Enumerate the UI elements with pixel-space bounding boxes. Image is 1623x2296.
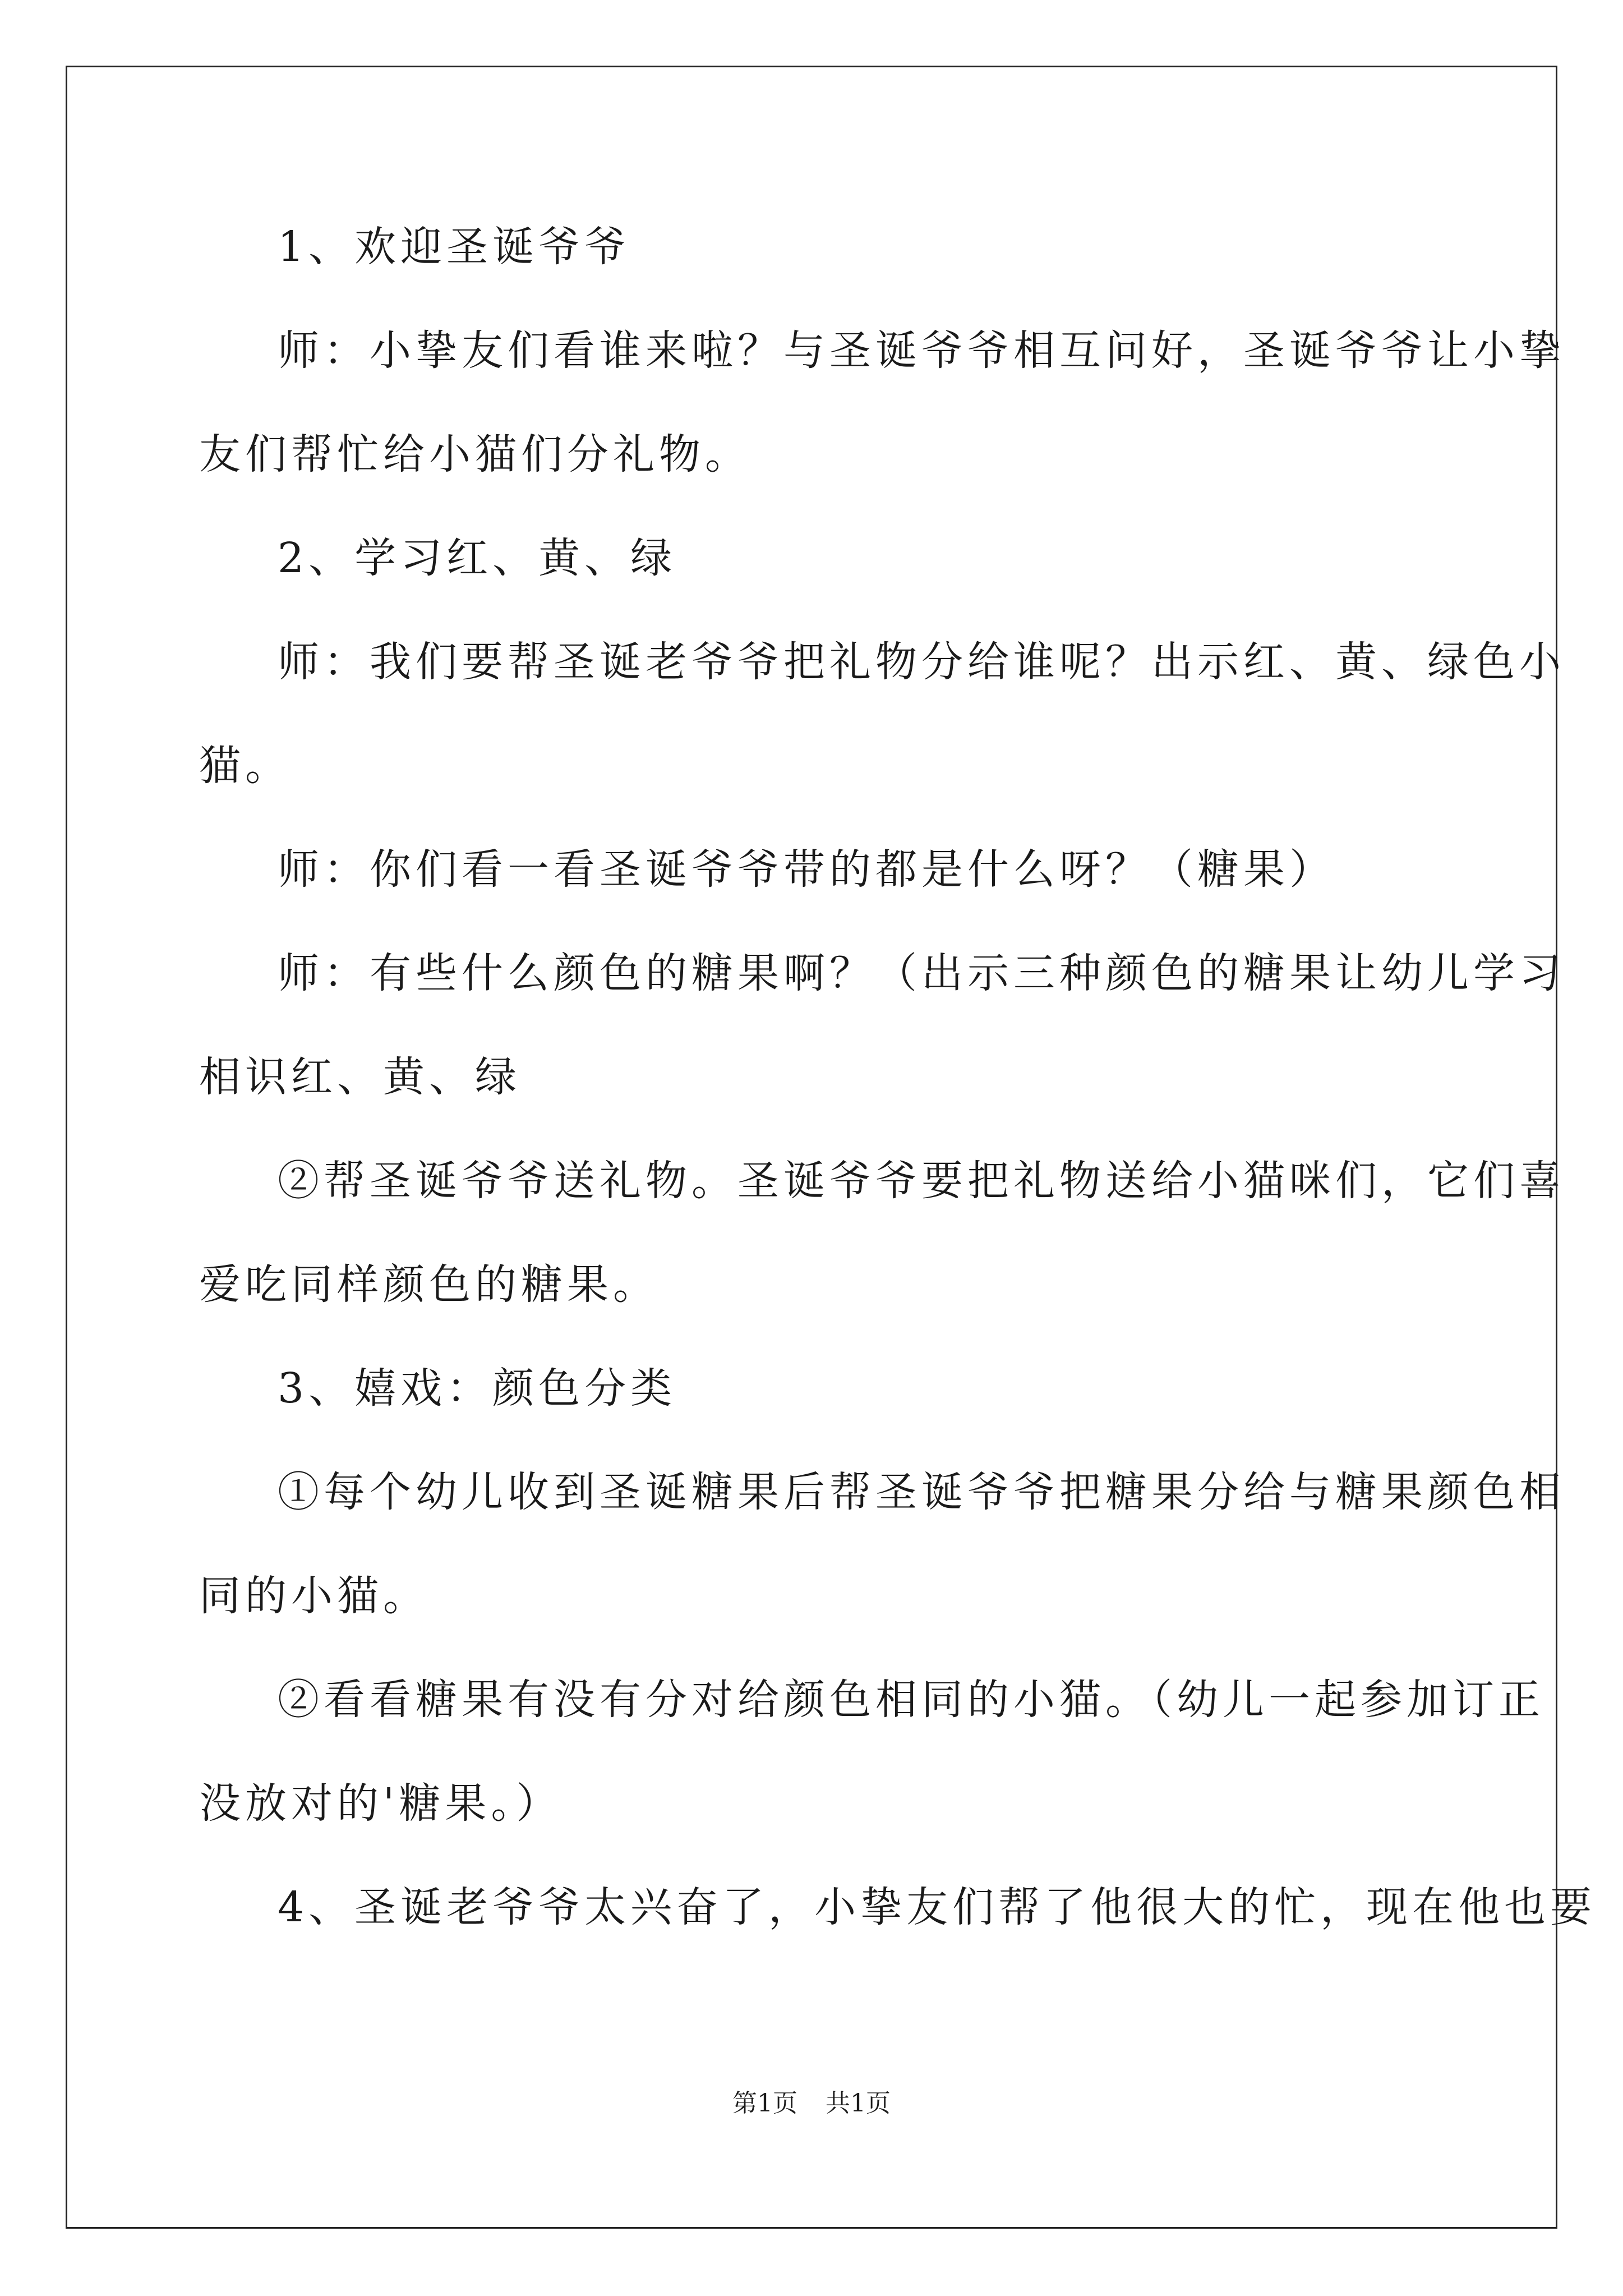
paragraph-line: ②帮圣诞爷爷送礼物。圣诞爷爷要把礼物送给小猫咪们，它们喜 — [278, 1157, 1565, 1205]
paragraph-line: 没放对的'糖果。） — [199, 1779, 562, 1828]
paragraph-line: 猫。 — [199, 742, 291, 790]
section-heading-3: 3、嬉戏：颜色分类 — [278, 1364, 677, 1412]
paragraph-line: ②看看糖果有没有分对给颜色相同的小猫。（幼儿一起参加订正 — [278, 1676, 1544, 1724]
paragraph-line: ①每个幼儿收到圣诞糖果后帮圣诞爷爷把糖果分给与糖果颜色相 — [278, 1468, 1565, 1516]
paragraph-line: 师：有些什么颜色的糖果啊？（出示三种颜色的糖果让幼儿学习 — [278, 949, 1565, 997]
page-number: 第1页 — [732, 2089, 797, 2118]
paragraph-line: 师：你们看一看圣诞爷爷带的都是什么呀？（糖果） — [278, 845, 1335, 894]
paragraph-line: 师：我们要帮圣诞老爷爷把礼物分给谁呢？出示红、黄、绿色小 — [278, 638, 1565, 686]
paragraph-line: 友们帮忙给小猫们分礼物。 — [199, 430, 751, 478]
section-heading-1: 1、欢迎圣诞爷爷 — [278, 223, 631, 271]
paragraph-line: 师：小挚友们看谁来啦？与圣诞爷爷相互问好，圣诞爷爷让小挚 — [278, 326, 1565, 375]
section-heading-2: 2、学习红、黄、绿 — [278, 534, 677, 582]
page-total: 共1页 — [826, 2089, 891, 2118]
page-footer — [0, 2087, 1623, 2120]
paragraph-line: 相识红、黄、绿 — [199, 1053, 521, 1101]
paragraph-line: 同的小猫。 — [199, 1572, 429, 1620]
paragraph-line: 4、圣诞老爷爷太兴奋了，小挚友们帮了他很大的忙，现在他也要 — [278, 1883, 1597, 1931]
paragraph-line: 爱吃同样颜色的糖果。 — [199, 1260, 659, 1309]
